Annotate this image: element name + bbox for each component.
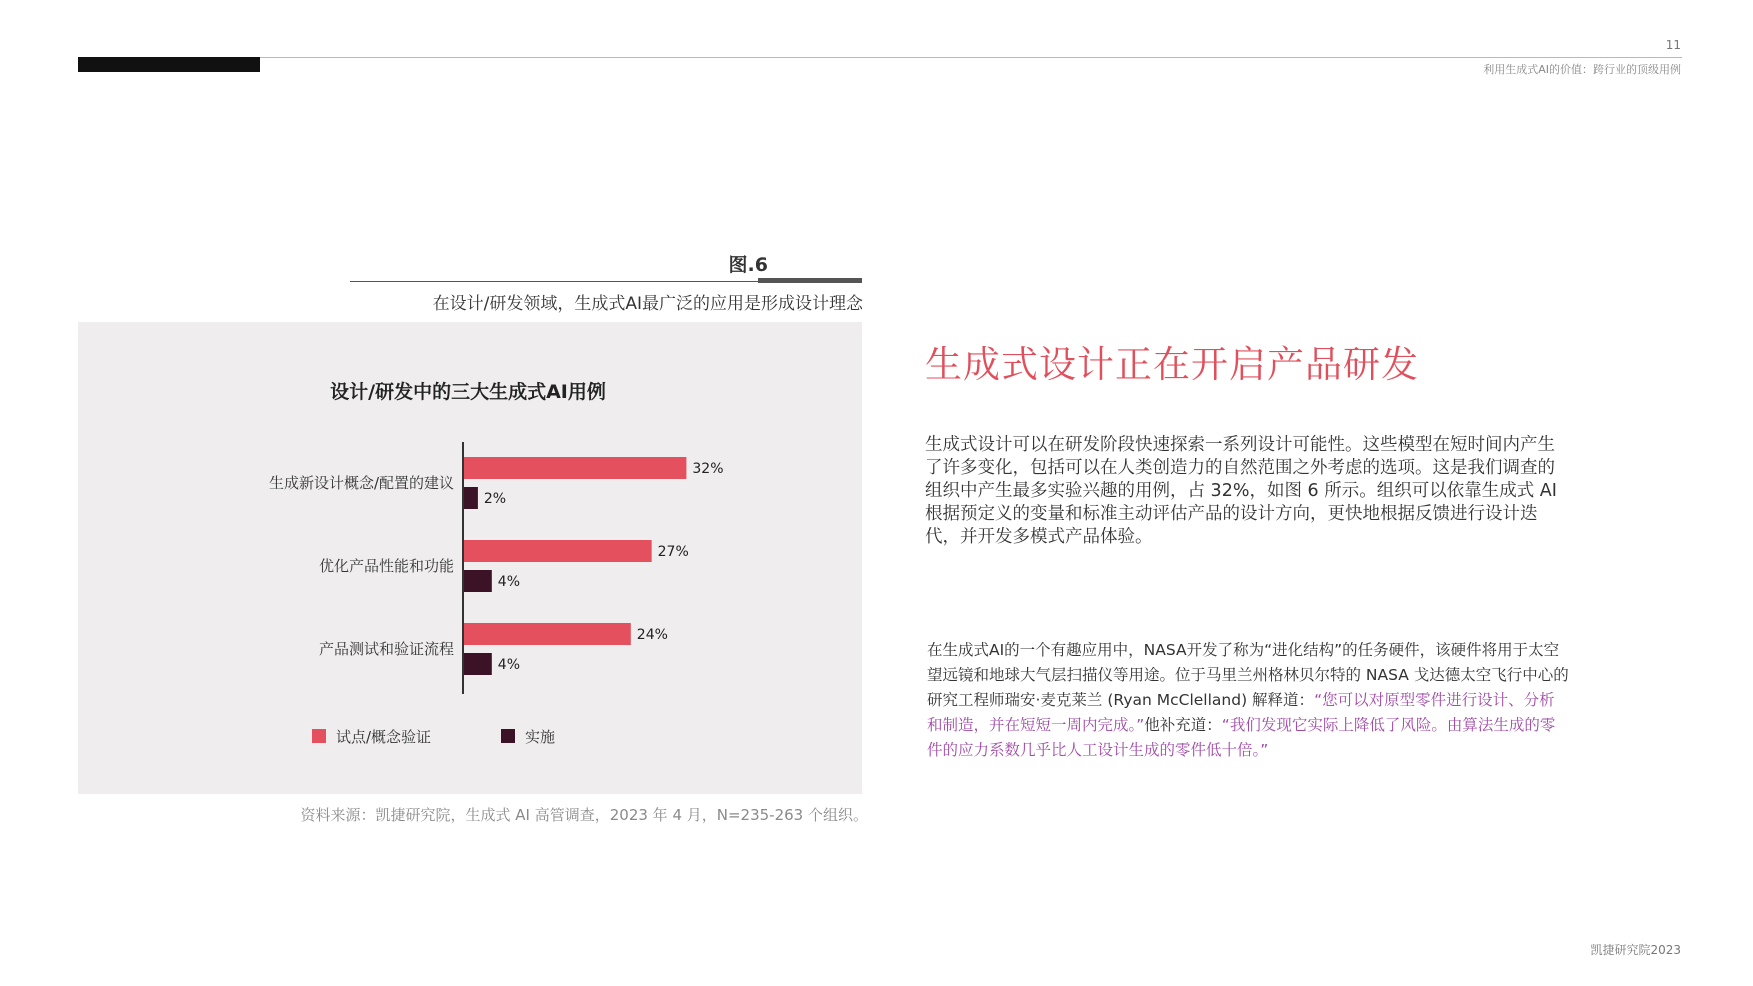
body-paragraph: 生成式设计可以在研发阶段快速探索一系列设计可能性。这些模型在短时间内产生了许多变化，包括可以在人类创造力的自然范围之外考虑的选项。这是我们调查的组织中产生最多实验兴趣的用例，占 32%，如图 6 所示。组织可以依靠生成式 AI 根据预定义的变量和标准主动评估产品的设计方向，更快地根据反馈进行设计迭代，并开发多模式产品体验。	[925, 435, 1557, 547]
category-label: 产品测试和验证流程	[318, 640, 454, 658]
data-label: 32%	[692, 461, 724, 477]
quote-two: “我们发现它实际上降低了风险。由算法生成的零件的应力系数几乎比人工设计生成的零件低十倍。”	[927, 716, 1556, 759]
category-label: 优化产品性能和功能	[318, 557, 454, 575]
figure-rule-accent	[758, 278, 862, 283]
bar	[464, 653, 492, 675]
source-note: 资料来源：凯捷研究院，生成式 AI 高管调查，2023 年 4 月，N=235-263 个组织。	[300, 806, 868, 824]
quote-paragraph	[927, 638, 1570, 763]
bar	[464, 623, 631, 645]
section-title: 生成式设计正在开启产品研发	[925, 343, 1419, 386]
data-label: 2%	[483, 491, 507, 507]
legend-label: 实施	[525, 728, 556, 746]
data-label: 27%	[657, 544, 689, 560]
quote-middle: 他补充道：	[1144, 716, 1222, 734]
data-label: 4%	[497, 657, 521, 673]
quote-one: “您可以对原型零件进行设计、分析和制造，并在短短一周内完成。”	[927, 691, 1555, 734]
legend-swatch	[501, 729, 515, 743]
data-label: 4%	[497, 574, 521, 590]
bar	[464, 540, 652, 562]
figure-label: 图.6	[728, 254, 768, 276]
bar	[464, 457, 686, 479]
legend-label: 试点/概念验证	[336, 728, 432, 746]
running-header: 利用生成式AI的价值：跨行业的顶级用例	[1483, 63, 1681, 76]
category-label: 生成新设计概念/配置的建议	[268, 474, 454, 492]
bar	[464, 487, 478, 509]
footer-org: 凯捷研究院2023	[1590, 943, 1681, 957]
page-number: 11	[1665, 38, 1681, 52]
header-accent-bar	[78, 57, 260, 72]
header-rule	[78, 57, 1682, 58]
legend-swatch	[312, 729, 326, 743]
chart-title: 设计/研发中的三大生成式AI用例	[330, 381, 606, 403]
bar-chart	[78, 322, 862, 794]
data-label: 24%	[636, 627, 668, 643]
figure-caption: 在设计/研发领域，生成式AI最广泛的应用是形成设计理念	[432, 294, 863, 314]
quote-intro: 在生成式AI的一个有趣应用中，NASA开发了称为“进化结构”的任务硬件，该硬件将用于太空望远镜和地球大气层扫描仪等用途。位于马里兰州格林贝尔特的 NASA 戈达德太空飞行中心的研究工程师瑞安·麦克莱兰 (Ryan McClelland) 解释道：	[927, 641, 1569, 709]
bar	[464, 570, 492, 592]
